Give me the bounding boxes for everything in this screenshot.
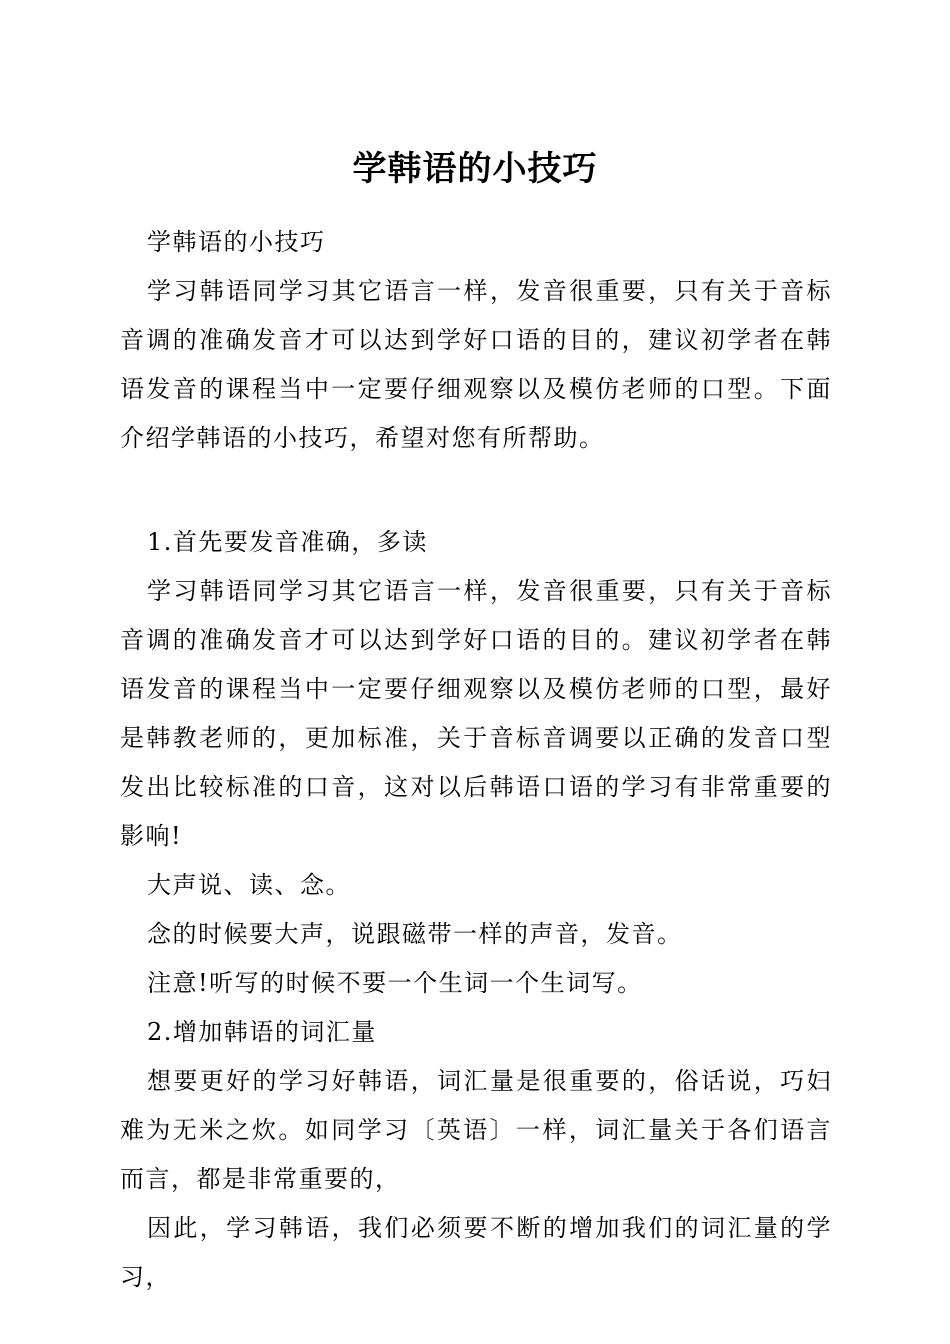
section-2-paragraph: 想要更好的学习好韩语，词汇量是很重要的，俗话说，巧妇难为无米之炊。如同学习〔英语〕一样，词汇量关于各们语言而言，都是非常重要的， (120, 1067, 832, 1193)
section-heading-2: 2.增加韩语的词汇量 (147, 1018, 377, 1046)
intro-paragraph: 学习韩语同学习其它语言一样，发音很重要，只有关于音标音调的准确发音才可以达到学好口语的目的，建议初学者在韩语发音的课程当中一定要仔细观察以及模仿老师的口型。下面介绍学韩语的小技巧，希望对您有所帮助。 (120, 277, 832, 452)
section-2-continuation: 因此，学习韩语，我们必须要不断的增加我们的词汇量的学习， (120, 1214, 832, 1291)
section-1-tip-1: 大声说、读、念。 (147, 871, 351, 899)
paragraph-spacer (120, 463, 832, 518)
document-body (120, 218, 832, 1302)
section-1-note: 注意!听写的时候不要一个生词一个生词写。 (147, 969, 643, 997)
section-1-paragraph: 学习韩语同学习其它语言一样，发音很重要，只有关于音标音调的准确发音才可以达到学好口语的目的。建议初学者在韩语发音的课程当中一定要仔细观察以及模仿老师的口型，最好是韩教老师的，更加标准，关于音标音调要以正确的发音口型发出比较标准的口音，这对以后韩语口语的学习有非常重要的影响! (120, 577, 832, 850)
document-title: 学韩语的小技巧 (352, 149, 598, 189)
section-1-tip-2: 念的时候要大声，说跟磁带一样的声音，发音。 (147, 920, 683, 948)
section-heading-1: 1.首先要发音准确，多读 (147, 528, 428, 556)
intro-heading: 学韩语的小技巧 (147, 228, 326, 256)
